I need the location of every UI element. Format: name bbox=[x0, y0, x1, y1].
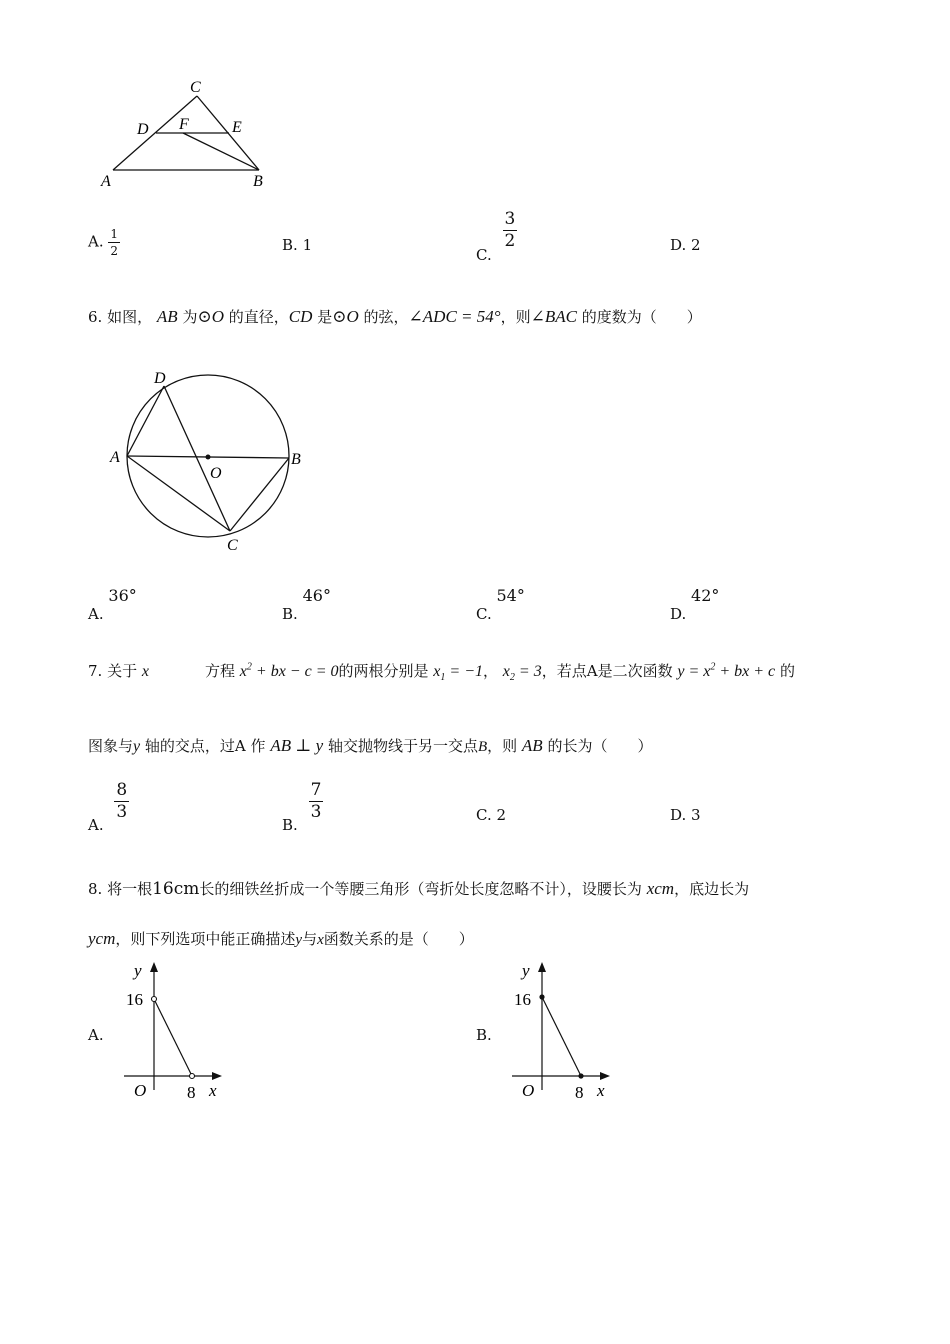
y-axis-arrow bbox=[150, 962, 158, 972]
q6-option-a[interactable]: A. 36° bbox=[88, 586, 137, 623]
label-d: D bbox=[154, 370, 166, 387]
graph-segment bbox=[154, 999, 192, 1076]
q8-graph-a[interactable] bbox=[118, 956, 228, 1104]
origin-label: O bbox=[134, 1081, 147, 1100]
segment-fb bbox=[183, 133, 259, 170]
q5-option-a[interactable]: A. $\frac{1}{2}$ bbox=[88, 227, 119, 258]
open-endpoint-x bbox=[190, 1074, 195, 1079]
segment-ad bbox=[127, 386, 164, 456]
question-8-line-2: ycm，则下列选项中能正确描述y与x函数关系的是（ ） bbox=[88, 929, 474, 948]
label-f: F bbox=[179, 116, 189, 133]
label-d: D bbox=[137, 121, 149, 138]
label-b: B bbox=[253, 173, 263, 190]
label-b: B bbox=[291, 451, 301, 468]
label-a: A bbox=[101, 173, 111, 190]
q7-option-c[interactable]: C. 2 bbox=[476, 806, 507, 824]
label-e: E bbox=[232, 119, 242, 136]
center-point bbox=[206, 455, 211, 460]
fraction: $\frac{3}{2}$ bbox=[504, 209, 516, 251]
q6-option-b[interactable]: B. 46° bbox=[282, 586, 331, 623]
axis-label-y: y bbox=[522, 961, 530, 980]
label-a: A bbox=[110, 449, 120, 466]
x-axis-arrow bbox=[212, 1072, 222, 1080]
y-axis-arrow bbox=[538, 962, 546, 972]
fraction: $\frac{1}{2}$ bbox=[110, 227, 119, 258]
tick-16: 16 bbox=[126, 990, 143, 1009]
axis-label-x: x bbox=[597, 1081, 605, 1100]
origin-label: O bbox=[522, 1081, 535, 1100]
axis-label-y: y bbox=[134, 961, 142, 980]
q8-option-a-label[interactable]: A. bbox=[88, 1026, 104, 1044]
open-endpoint-y bbox=[152, 997, 157, 1002]
q7-option-d[interactable]: D. 3 bbox=[670, 806, 701, 824]
q6-option-c[interactable]: C. 54° bbox=[476, 586, 525, 623]
graph-segment bbox=[542, 997, 581, 1076]
question-8-line-1: 8. 将一根16cm长的细铁丝折成一个等腰三角形（弯折处长度忽略不计），设腰长为 xcm，底边长为 bbox=[88, 879, 750, 899]
chord-dc bbox=[164, 386, 230, 531]
question-7-line-1: 7. 关于 x 方程 $x^2$ + bx − c = 0的两根分别是 $x_1 = -1$， $x_2 = 3$，若点A是二次函数 $y = x^2$ + bx + c 的 bbox=[88, 661, 795, 684]
tick-8: 8 bbox=[575, 1083, 584, 1102]
label-o: O bbox=[210, 465, 222, 482]
tick-8: 8 bbox=[187, 1083, 196, 1102]
q8-option-b-label[interactable]: B. bbox=[476, 1026, 492, 1044]
axis-label-x: x bbox=[209, 1081, 217, 1100]
triangle-figure bbox=[95, 72, 280, 192]
fraction: $\frac{7}{3}$ bbox=[310, 780, 322, 822]
closed-endpoint-x bbox=[578, 1073, 583, 1078]
q5-option-b[interactable]: B. 1 bbox=[282, 236, 313, 254]
label-c: C bbox=[190, 79, 201, 96]
q7-option-a[interactable]: A. $\frac{8}{3}$ bbox=[88, 780, 128, 834]
q8-graph-b[interactable] bbox=[506, 956, 616, 1104]
fraction: $\frac{8}{3}$ bbox=[116, 780, 128, 822]
circle-figure bbox=[104, 366, 314, 558]
q7-option-b[interactable]: B. $\frac{7}{3}$ bbox=[282, 780, 322, 834]
label-c: C bbox=[227, 537, 238, 554]
x-axis-arrow bbox=[600, 1072, 610, 1080]
tick-16: 16 bbox=[514, 990, 531, 1009]
q6-option-d[interactable]: D. 42° bbox=[670, 586, 720, 623]
question-7-line-2: 图象与y 轴的交点，过A 作 AB ⊥ y 轴交抛物线于另一交点B，则 AB 的长为（ ） bbox=[88, 736, 653, 755]
closed-endpoint-y bbox=[539, 994, 544, 999]
question-6-text: 6. 如图， AB 为⊙O 的直径，CD 是⊙O 的弦，∠ADC = 54°，则∠BAC 的度数为（ ） bbox=[88, 307, 702, 326]
segment-bc bbox=[230, 458, 289, 531]
q5-option-c[interactable]: C. $\frac{3}{2}$ bbox=[476, 209, 516, 264]
q5-option-d[interactable]: D. 2 bbox=[670, 236, 701, 254]
